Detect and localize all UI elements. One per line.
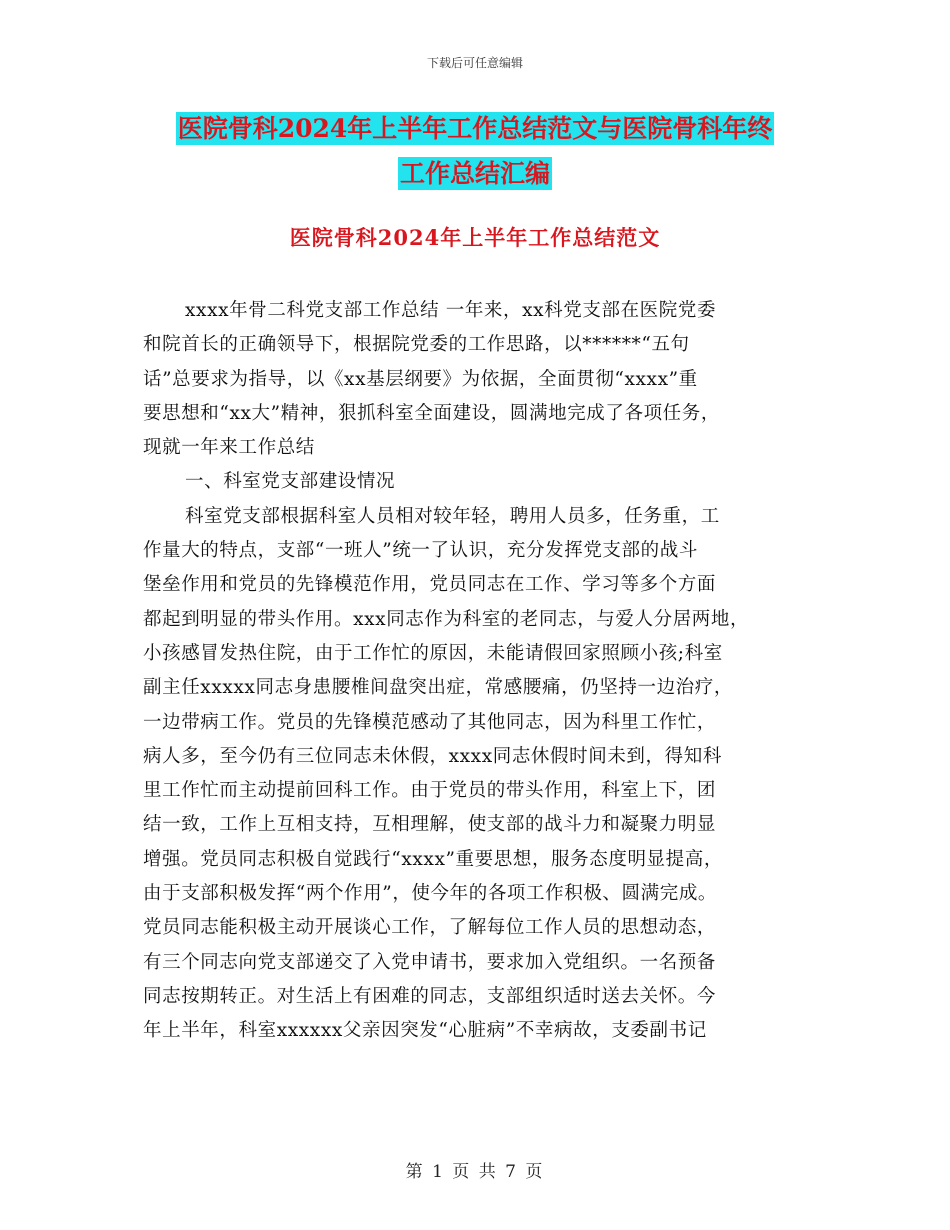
paragraph-line: 小孩感冒发热住院，由于工作忙的原因，未能请假回家照顾小孩;科室	[143, 642, 723, 664]
paragraph-line: 堡垒作用和党员的先锋模范作用，党员同志在工作、学习等多个方面	[143, 574, 717, 596]
title-highlight-1: 医院骨科2024年上半年工作总结范文与医院骨科年终	[177, 114, 773, 143]
document-title-line-1	[0, 112, 950, 146]
paragraph-line: 现就一年来工作总结	[143, 437, 315, 459]
paragraph-line: 有三个同志向党支部递交了入党申请书，要求加入党组织。一名预备	[143, 951, 717, 973]
paragraph-line: 增强。党员同志积极自觉践行“xxxx”重要思想，服务态度明显提高，	[143, 848, 723, 870]
paragraph-line: 和院首长的正确领导下，根据院党委的工作思路，以******“五句	[143, 334, 690, 356]
paragraph-line: 党员同志能积极主动开展谈心工作，了解每位工作人员的思想动态，	[143, 917, 717, 939]
paragraph-line: 作量大的特点，支部“一班人”统一了认识，充分发挥党支部的战斗	[143, 540, 698, 562]
paragraph-line: 病人多，至今仍有三位同志未休假，xxxx同志休假时间未到，得知科	[143, 745, 722, 767]
title-highlight-2: 工作总结汇编	[399, 159, 550, 188]
paragraph-line: 里工作忙而主动提前回科工作。由于党员的带头作用，科室上下，团	[143, 780, 717, 802]
paragraph-line: 要思想和“xx大”精神，狠抓科室全面建设，圆满地完成了各项任务，	[143, 402, 720, 424]
page-number: 第 1 页 共 7 页	[405, 1162, 545, 1182]
paragraph-line: 同志按期转正。对生活上有困难的同志，支部组织适时送去关怀。今	[143, 985, 717, 1007]
paragraph-line: 话”总要求为指导，以《xx基层纲要》为依据，全面贯彻“xxxx”重	[143, 368, 698, 390]
paragraph-line: 年上半年，科室xxxxxx父亲因突发“心脏病”不幸病故，支委副书记	[143, 1020, 707, 1042]
paragraph-line: 科室党支部根据科室人员相对较年轻，聘用人员多，任务重，工	[185, 505, 720, 527]
paragraph-line: 都起到明显的带头作用。xxx同志作为科室的老同志，与爱人分居两地，	[143, 608, 750, 630]
header-note: 下载后可任意编辑	[426, 56, 523, 70]
body-text	[143, 294, 813, 1049]
document-title-line-2	[0, 157, 950, 191]
paragraph-line: 副主任xxxxx同志身患腰椎间盘突出症，常感腰痛，仍坚持一边治疗，	[143, 677, 733, 699]
paragraph-line: 结一致，工作上互相支持，互相理解，使支部的战斗力和凝聚力明显	[143, 814, 717, 836]
paragraph-line: 由于支部积极发挥“两个作用”，使今年的各项工作积极、圆满完成。	[143, 883, 718, 905]
paragraph-line: 一边带病工作。党员的先锋模范感动了其他同志，因为科里工作忙，	[143, 711, 717, 733]
section-heading: 一、科室党支部建设情况	[185, 471, 396, 493]
section-title: 医院骨科2024年上半年工作总结范文	[289, 225, 661, 250]
paragraph-line: xxxx年骨二科党支部工作总结 一年来，xx科党支部在医院党委	[185, 300, 717, 321]
